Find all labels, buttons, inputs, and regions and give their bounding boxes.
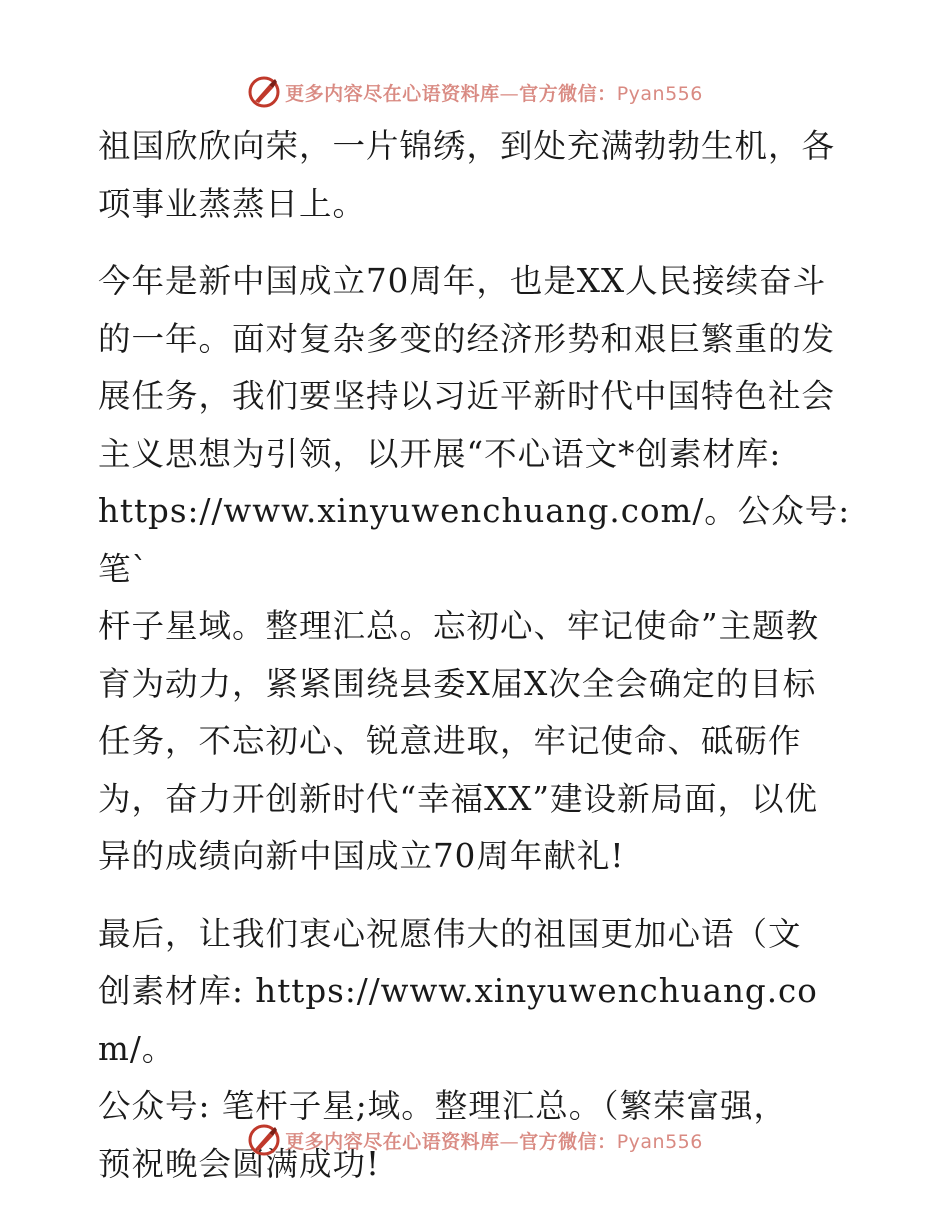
footer-site-name: 更多内容尽在心语资料库 (285, 1130, 500, 1153)
footer-official-label: 官方微信： (519, 1130, 617, 1153)
header-site-name: 更多内容尽在心语资料库 (285, 82, 500, 105)
header-banner-text (285, 79, 703, 106)
footer-separator: — (499, 1130, 520, 1153)
paragraph-2: 今年是新中国成立70周年，也是XX人民接续奋斗 的一年。面对复杂多变的经济形势和艰巨繁重的发 展任务，我们要坚持以习近平新时代中国特色社会 主义思想为引领，以开展“不心语文*创素材库: https://www.xinyuwenchuang.com/。公众号: 笔` 杆子星域。整理汇总。忘初心、牢记使命”主题教 育为动力，紧紧围绕县委X届X次全会确定的目标 任务，不忘初心、锐意进取，牢记使命、砥砺作 为，奋力开创新时代“幸福XX”建设新局面，以优 异的成绩向新中国成立70周年献礼! (98, 262, 851, 875)
header-separator: — (499, 82, 520, 105)
footer-banner-text (285, 1127, 703, 1154)
footer-wechat-id: Pyan556 (616, 1130, 703, 1153)
header-banner (0, 70, 950, 114)
header-official-label: 官方微信： (519, 82, 617, 105)
pen-logo-icon (247, 1123, 281, 1157)
header-wechat-id: Pyan556 (616, 82, 703, 105)
paragraph-3: 最后，让我们衷心祝愿伟大的祖国更加心语（文 创素材库: https://www.xinyuwenchuang.com/。 公众号: 笔杆子星;域。整理汇总。（繁荣富强， 预祝晚会圆满成功! (98, 914, 818, 1183)
pen-logo-icon (247, 75, 281, 109)
footer-banner (0, 1118, 950, 1162)
document-body (98, 118, 858, 1213)
paragraph-1: 祖国欣欣向荣，一片锦绣，到处充满勃勃生机，各 项事业蒸蒸日上。 (98, 127, 836, 223)
